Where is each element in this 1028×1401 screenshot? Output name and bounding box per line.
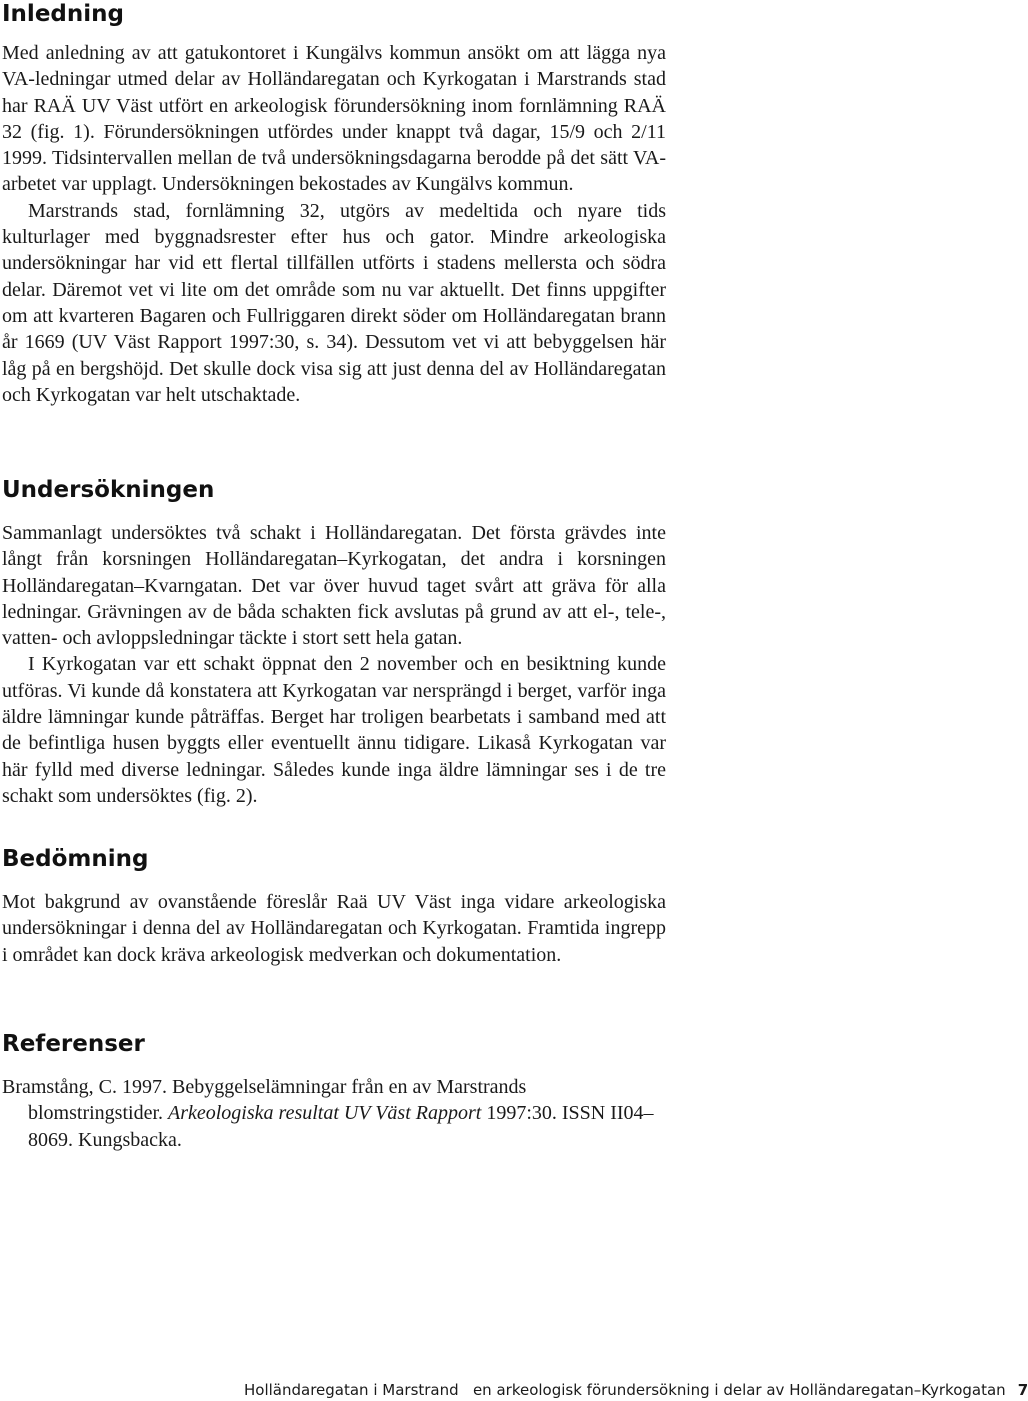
reference-author-title: Bramstång, C. 1997. Bebyggelselämningar från en av Marstrands blomstringstider. (2, 1076, 527, 1125)
heading-referenser: Referenser (2, 1031, 145, 1057)
section-inledning (2, 0, 666, 408)
section-referenser (2, 1030, 666, 1153)
paragraph: I Kyrkogatan var ett schakt öppnat den 2 november och en besiktning kunde utföras. Vi kunde då konstatera att Kyrkogatan var nersprängd i berget, varför inga äldre lämningar kunde påträffas. Berget har troligen bearbetats i samband med att de befintliga husen byggts eller eventuellt ännu tidigare. Likaså Kyrkogatan var här fylld med diverse ledningar. Således kunde inga äldre lämningar ses i de tre schakt som undersöktes (fig. 2). (2, 653, 666, 807)
heading-inledning: Inledning (2, 1, 124, 27)
reference-series-title: Arkeologiska resultat UV Väst Rapport (168, 1102, 482, 1125)
paragraph: Marstrands stad, fornlämning 32, utgörs av medeltida och nyare tids kulturlager med byggnadsrester efter hus och gator. Mindre arkeologiska undersökningar har vid ett flertal tillfällen utförts i stadens mellersta och södra delar. Däremot vet vi lite om det område som nu var aktuellt. Det finns uppgifter om att kvarteren Bagaren och Fullriggaren direkt söder om Holländaregatan brann år 1669 (UV Väst Rapport 1997:30, s. 34). Dessutom vet vi att bebyggelsen här låg på en bergshöjd. Det skulle dock visa sig att just denna del av Holländaregatan och Kyrkogatan var helt utschaktade. (2, 199, 666, 406)
reference-series-details: 1997:30. ISSN II04–8069. Kungsbacka. (28, 1102, 654, 1151)
section-undersokningen (2, 476, 666, 809)
paragraph: Med anledning av att gatukontoret i Kungälvs kommun ansökt om att lägga nya VA-ledningar utmed delar av Holländaregatan och Kyrkogatan i Marstrands stad har RAÄ UV Väst utfört en arkeologisk förundersökning inom fornlämning RAÄ 32 (fig. 1). Förundersökningen utfördes under knappt två dagar, 15/9 och 2/11 1999. Tidsintervallen mellan de två undersökningsdagarna berodde på det sätt VA-arbetet var upplagt. Undersökningen bekostades av Kungälvs kommun. (2, 42, 666, 196)
running-title: Holländaregatan i Marstrand en arkeologisk förundersökning i delar av Holländaregatan–Kyrkogatan (244, 1381, 1006, 1399)
reference-entry (2, 1074, 666, 1153)
section-bedomning (2, 845, 666, 968)
heading-undersokningen: Undersökningen (2, 477, 215, 503)
page-number: 7 (1017, 1381, 1028, 1399)
heading-bedomning: Bedömning (2, 846, 149, 872)
paragraph: Mot bakgrund av ovanstående föreslår Raä UV Väst inga vidare arkeologiska undersökningar i denna del av Holländaregatan och Kyrkogatan. Framtida ingrepp i området kan dock kräva arkeologisk medverkan och dokumentation. (2, 891, 666, 966)
paragraph: Sammanlagt undersöktes två schakt i Holländaregatan. Det första grävdes inte långt från korsningen Holländaregatan–Kyrkogatan, det andra i korsningen Holländaregatan–Kvarngatan. Det var över huvud taget svårt att gräva för alla ledningar. Grävningen av de båda schakten fick avslutas på grund av att el-, tele-, vatten- och avloppsledningar täckte i stort sett hela gatan. (2, 522, 666, 650)
page-footer (244, 1380, 1028, 1400)
